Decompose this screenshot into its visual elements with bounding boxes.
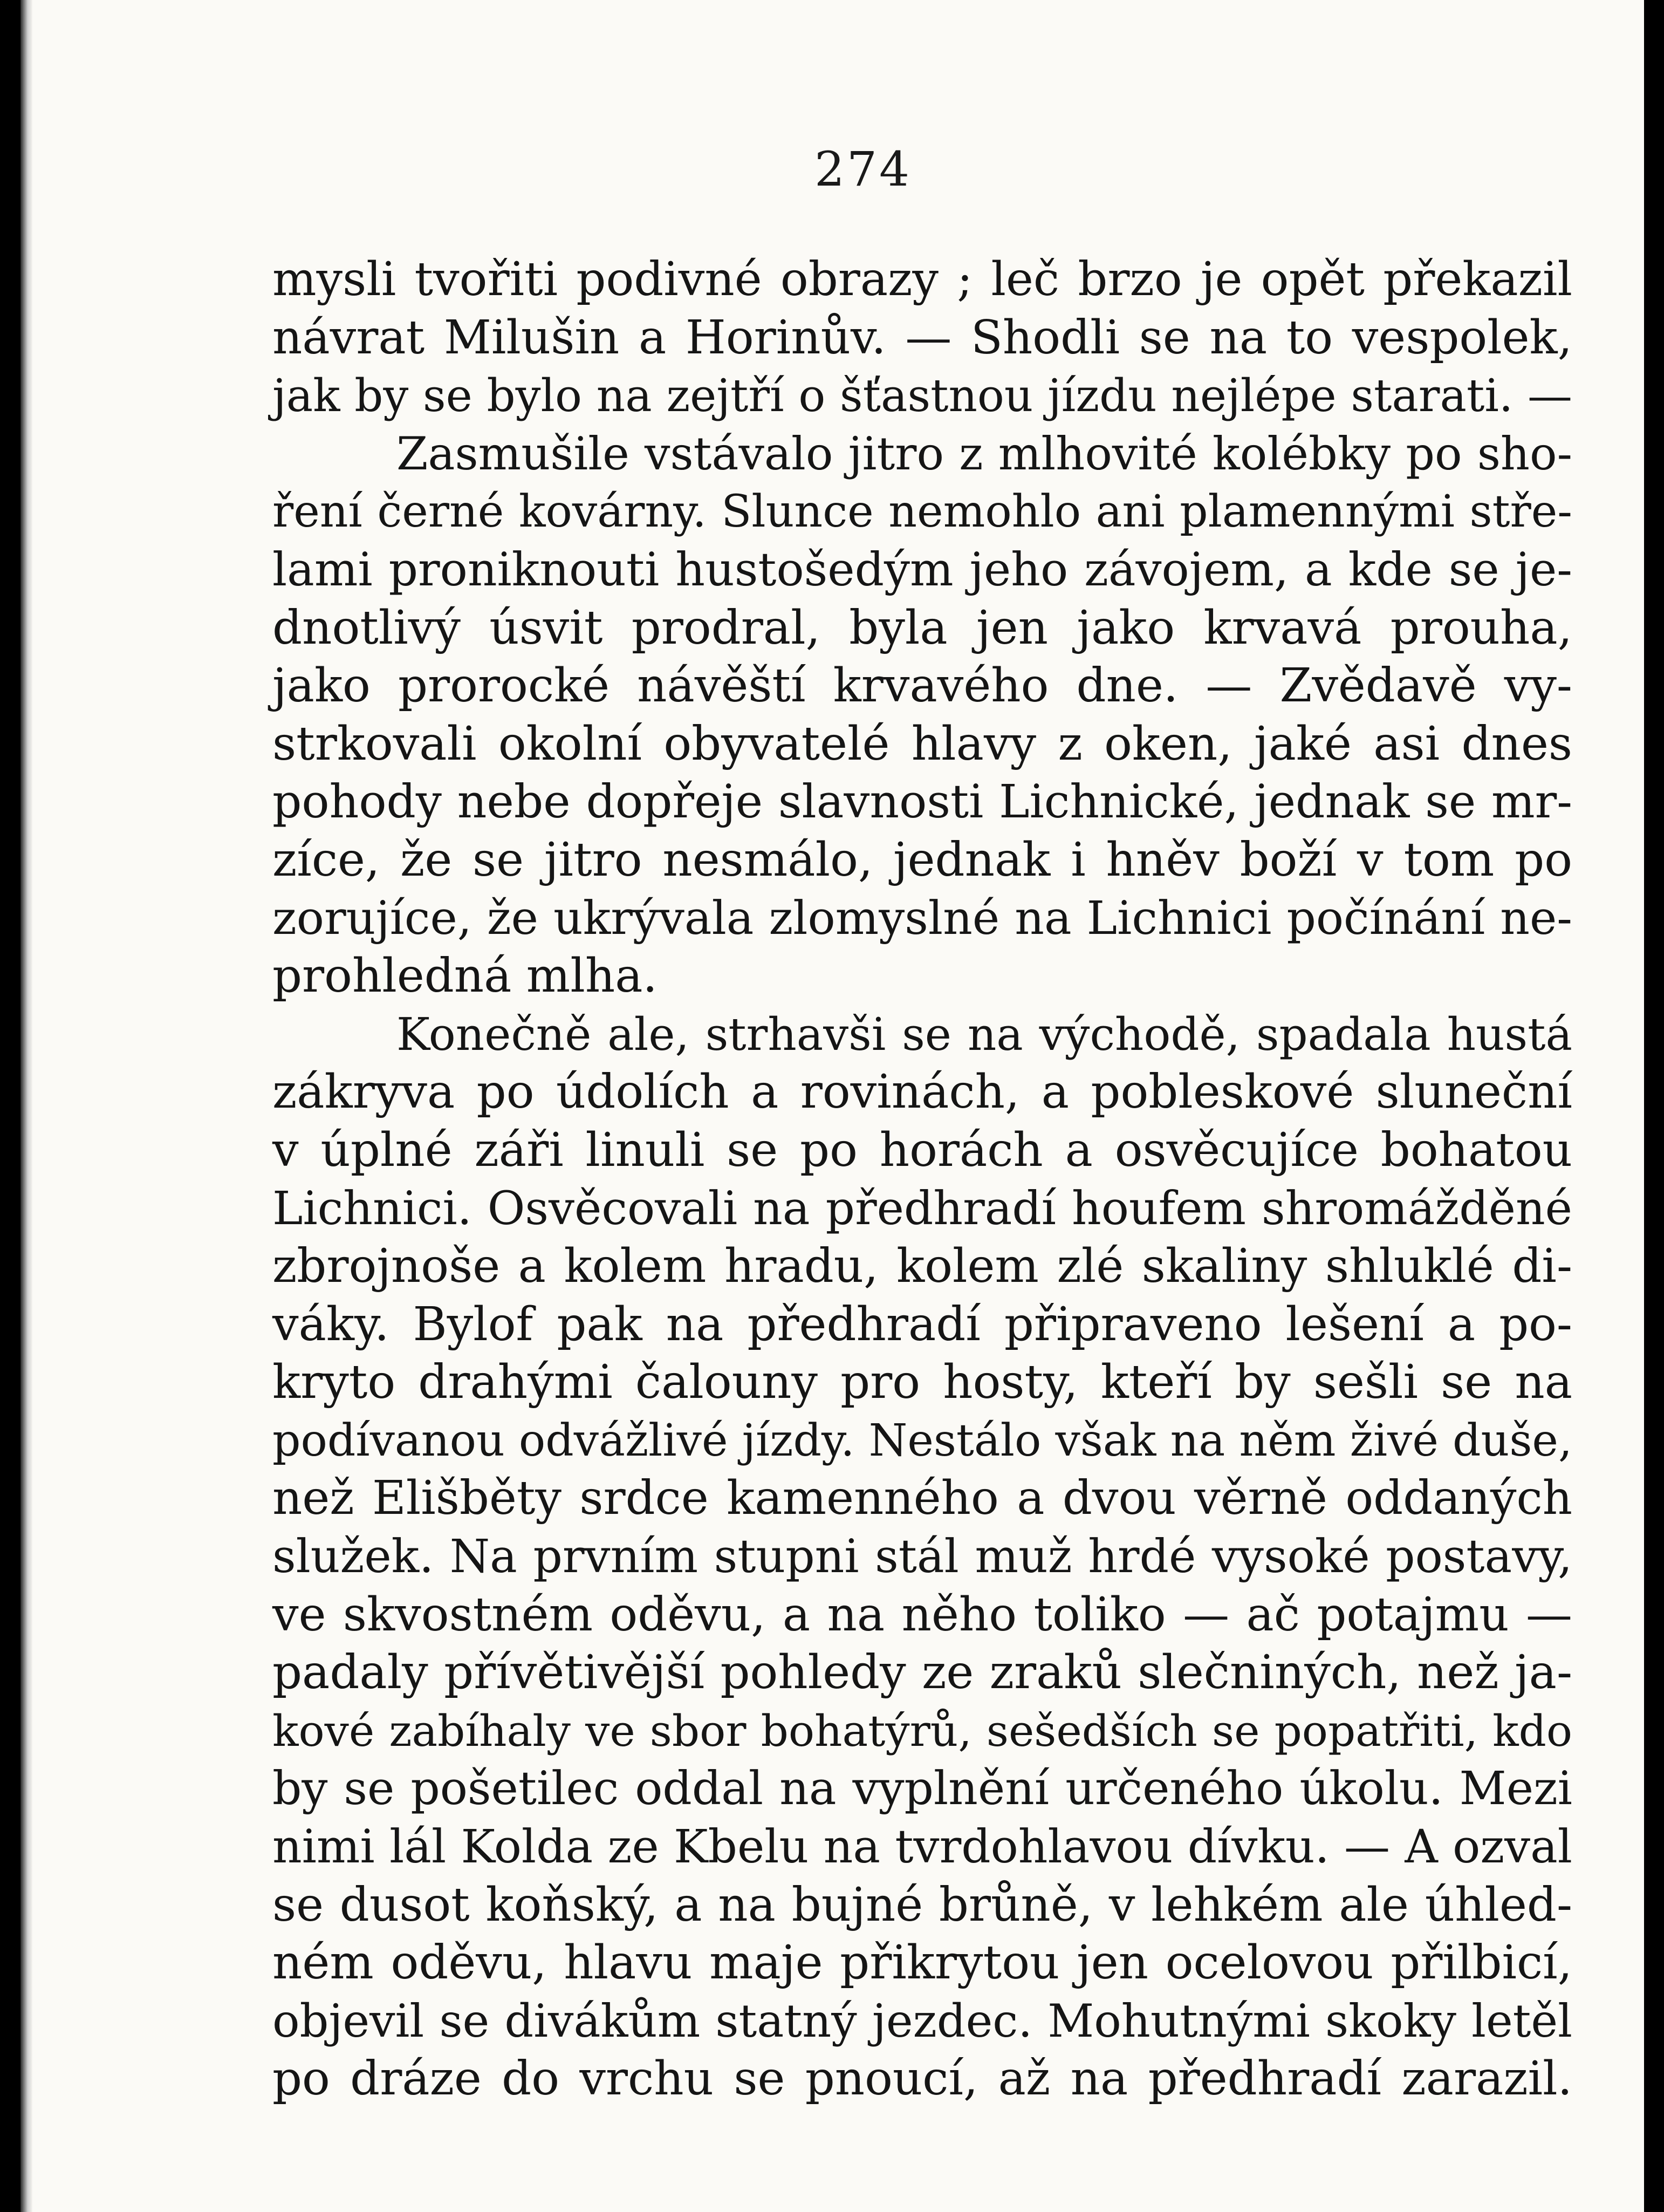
- text-line: jak by se bylo na zejtří o šťastnou jízdu nejlépe starati. —: [272, 370, 1572, 422]
- text-line: zíce, že se jitro nesmálo, jednak i hněv boží v tom po: [272, 832, 1572, 887]
- text-line: po dráze do vrchu se pnoucí, až na předhradí zarazil.: [272, 2052, 1572, 2106]
- text-line: lami proniknouti hustošedým jeho závojem, a kde se je-: [272, 543, 1572, 597]
- text-line: podívanou odvážlivé jízdy. Nestálo však na něm živé duše,: [272, 1415, 1572, 1466]
- text-line: zbrojnoše a kolem hradu, kolem zlé skaliny shluklé di-: [272, 1239, 1572, 1294]
- text-line: Lichnici. Osvěcovali na předhradí houfem shromážděné: [272, 1182, 1572, 1235]
- text-line: ném oděvu, hlavu maje přikrytou jen ocelovou přilbicí,: [272, 1936, 1572, 1990]
- text-line: návrat Milušin a Horinův. — Shodli se na to vespolek,: [272, 310, 1572, 365]
- text-line: strkovali okolní obyvatelé hlavy z oken, jaké asi dnes: [272, 716, 1572, 771]
- text-line: ření černé kovárny. Slunce nemohlo ani plamennými stře-: [272, 486, 1572, 538]
- text-line: ve skvostném oděvu, a na něho toliko — ač potajmu —: [272, 1587, 1572, 1642]
- text-line: služek. Na prvním stupni stál muž hrdé vysoké postavy,: [272, 1530, 1572, 1584]
- text-line: padaly přívětivější pohledy ze zraků slečniných, než ja-: [272, 1646, 1572, 1700]
- text-line: se dusot koňský, a na bujné brůně, v lehkém ale úhled-: [272, 1878, 1572, 1932]
- text-line: pohody nebe dopřeje slavnosti Lichnické, jednak se mr-: [272, 775, 1572, 829]
- page-number: 274: [814, 141, 912, 197]
- text-line: mysli tvořiti podivné obrazy ; leč brzo je opět překazil: [272, 252, 1572, 306]
- text-line: než Elišběty srdce kamenného a dvou věrně oddaných: [272, 1471, 1572, 1526]
- text-line: dnotlivý úsvit prodral, byla jen jako krvavá prouha,: [272, 600, 1572, 655]
- text-line: nimi lál Kolda ze Kbelu na tvrdohlavou dívku. — A ozval: [272, 1820, 1572, 1874]
- body-text: [272, 251, 1572, 2108]
- page-spine-shadow: [20, 0, 32, 2212]
- text-line: zorujíce, že ukrývala zlomyslné na Lichnici počínání ne-: [272, 891, 1572, 945]
- text-line: by se pošetilec oddal na vyplnění určeného úkolu. Mezi: [272, 1762, 1572, 1816]
- text-line: zákryva po údolích a rovinách, a pobleskové sluneční: [272, 1065, 1572, 1119]
- text-line: Zasmušile vstávalo jitro z mlhovité kolébky po sho-: [396, 427, 1572, 480]
- text-line: kryto drahými čalouny pro hosty, kteří by sešli se na: [272, 1355, 1572, 1410]
- text-line: Konečně ale, strhavši se na východě, spadala hustá: [396, 1008, 1572, 1061]
- text-line: prohledná mlha.: [272, 949, 658, 1003]
- text-line: jako prorocké návěští krvavého dne. — Zvědavě vy-: [272, 659, 1572, 713]
- text-line: objevil se divákům statný jezdec. Mohutnými skoky letěl: [272, 1994, 1572, 2047]
- text-line: kové zabíhaly ve sbor bohatýrů, sešedších se popatřiti, kdo: [272, 1705, 1572, 1756]
- text-line: v úplné záři linuli se po horách a osvěcujíce bohatou: [272, 1123, 1572, 1177]
- text-line: váky. Bylof pak na předhradí připraveno lešení a po-: [272, 1297, 1572, 1351]
